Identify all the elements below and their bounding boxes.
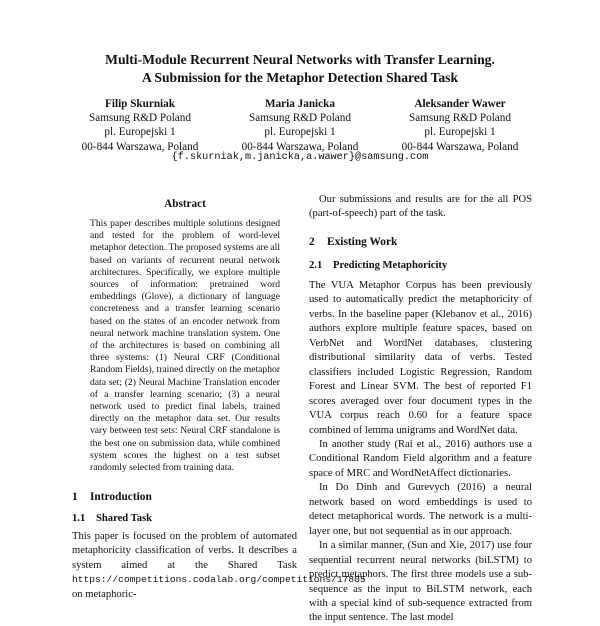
- section-title: Existing Work: [327, 236, 398, 248]
- subsection-2-1-heading: [309, 260, 447, 271]
- subsection-number: 1.1: [72, 513, 86, 524]
- author-city: 00-844 Warszawa, Poland: [401, 140, 519, 153]
- author-street: pl. Europejski 1: [424, 126, 496, 139]
- intro-paragraph: [72, 530, 366, 602]
- paper-title-line-2: A Submission for the Metaphor Detection Shared Task: [141, 70, 459, 85]
- existing-work-text: [309, 279, 532, 626]
- author-block: [60, 97, 540, 154]
- subsection-title: Shared Task: [96, 513, 153, 524]
- author-name: Aleksander Wawer: [414, 98, 506, 110]
- submission-paragraph: Our submissions and results are for the all POS (part-of-speech) part of the task.: [309, 194, 532, 220]
- author-city: 00-844 Warszawa, Poland: [241, 140, 359, 153]
- section-number: 1: [72, 491, 78, 503]
- author-org: Samsung R&D Poland: [249, 112, 351, 125]
- intro-text: This paper is focused on the problem of automated metaphoricity classification of verbs. It describes a system aimed at the Shared Task: [72, 531, 297, 571]
- author-city: 00-844 Warszawa, Poland: [81, 140, 199, 153]
- section-1-heading: [72, 491, 152, 503]
- author-2: [220, 97, 380, 154]
- section-number: 2: [309, 236, 315, 248]
- author-street: pl. Europejski 1: [264, 126, 336, 139]
- author-org: Samsung R&D Poland: [409, 112, 511, 125]
- paragraph-do-dinh: In Do Dinh and Gurevych (2016) a neural network based on word embeddings is used to detect metaphorical words. The network is a multi-layer one, but not sequential as in our approach.: [309, 482, 532, 537]
- paragraph-rai: In another study (Rai et al., 2016) authors use a Conditional Random Field algorithm and a feature space of MRC and WordNetAffect dictionaries.: [309, 438, 532, 479]
- paragraph-vua: The VUA Metaphor Corpus has been previously used to automatically predict the metaphoricity of verbs. In the baseline paper (Klebanov et al., 2016) authors explore multiple feature spaces, based on VerbNet and WordNet databases, clustering distributional similarity data of verbs. Tested classifiers included Logistic Regression, Random Forest and Linear SVM. The best of reported F1 scores averaged over four document types in the VUA corpus reach 0.60 for a feature space combined of lemma unigrams and WordNet data.: [309, 280, 532, 436]
- author-street: pl. Europejski 1: [104, 126, 176, 139]
- subsection-1-1-heading: [72, 513, 152, 524]
- right-column: [309, 193, 532, 222]
- author-name: Filip Skurniak: [105, 98, 175, 110]
- author-1: [60, 97, 220, 154]
- abstract-text: This paper describes multiple solutions designed and tested for the problem of word-level metaphor detection. The proposed systems are all based on variants of recurrent neural network architectures. Specifically, we explore multiple sources of information: pretrained word embeddings (Glove), a dictionary of language concreteness and a transfer learning scenario based on the states of an encoder network from neural network machine translation system. One of the architectures is based on combining all three systems: (1) Neural CRF (Conditional Random Fields), trained directly on the metaphor data set; (2) Neural Machine Translation encoder of a transfer learning scenario; (3) a neural network used to predict final labels, trained directly on the metaphor data set. Our results vary between test sets: Neural CRF standalone is the best one on submission data, while combined system scores the highest on a test subset randomly selected from training data.: [90, 218, 280, 474]
- author-org: Samsung R&D Poland: [89, 112, 191, 125]
- section-title: Introduction: [90, 491, 152, 503]
- abstract-heading: Abstract: [164, 198, 206, 210]
- subsection-number: 2.1: [309, 260, 323, 271]
- shared-task-url[interactable]: https://competitions.codalab.org/competitions/17805: [72, 574, 366, 586]
- subsection-title: Predicting Metaphoricity: [333, 260, 448, 271]
- intro-text-continued: on metaphoric-: [72, 588, 137, 600]
- author-emails: {f.skurniak,m.janicka,a.wawer}@samsung.com: [171, 152, 429, 163]
- author-3: [380, 97, 540, 154]
- section-2-heading: [309, 236, 397, 248]
- paper-title-line-1: Multi-Module Recurrent Neural Networks with Transfer Learning.: [105, 52, 495, 67]
- paragraph-sun-xie: In a similar manner, (Sun and Xie, 2017) use four sequential recurrent neural networks (biLSTM) to predict metaphors. The first three models use a sub-sequence as the input to BiLSTM network, each with a special kind of sub-sequence extracted from the input sentence. The last model: [309, 540, 532, 624]
- author-name: Maria Janicka: [265, 98, 335, 110]
